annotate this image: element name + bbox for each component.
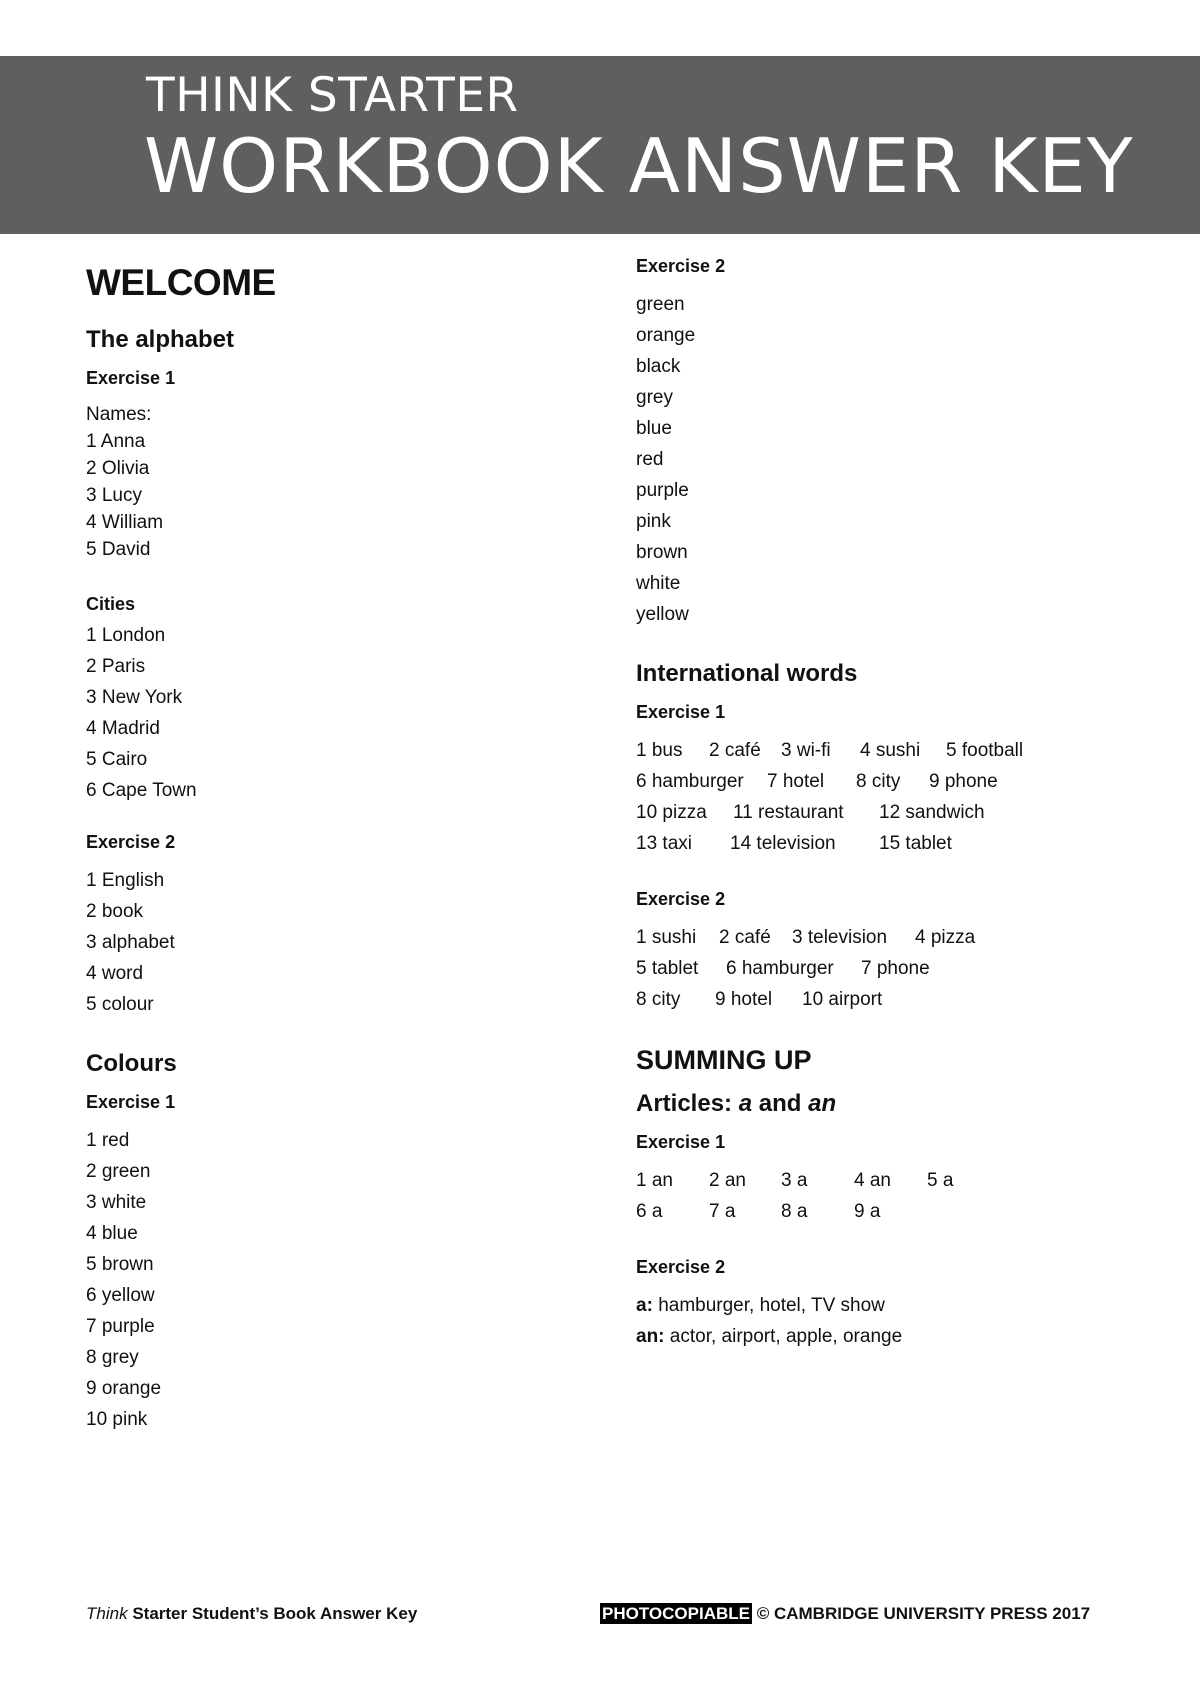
answer-item: 6 hamburger xyxy=(726,958,834,979)
exercise-label: Exercise 1 xyxy=(636,702,726,722)
list-item: pink xyxy=(636,511,671,532)
list-item: brown xyxy=(636,542,688,563)
left-column xyxy=(86,262,606,1435)
list-item: 2 Paris xyxy=(86,656,146,677)
footer-series-name: Think xyxy=(86,1604,128,1623)
list-item: 5 brown xyxy=(86,1254,154,1275)
list-item: 2 green xyxy=(86,1161,151,1182)
list-item: black xyxy=(636,356,681,377)
unit-title-summing-up: SUMMING UP xyxy=(636,1045,812,1075)
list-item: 4 William xyxy=(86,512,164,533)
header-title: WORKBOOK ANSWER KEY xyxy=(144,122,1134,210)
answer-item: 9 a xyxy=(854,1201,881,1222)
answer-item: 6 a xyxy=(636,1201,663,1222)
answer-item: 6 hamburger xyxy=(636,771,744,792)
answer-row xyxy=(636,1165,1176,1196)
list-item: 5 Cairo xyxy=(86,749,148,770)
list-item: white xyxy=(636,573,681,594)
list-item: 3 alphabet xyxy=(86,932,175,953)
footer-book-name: Starter Student’s Book Answer Key xyxy=(132,1604,418,1623)
footer-left xyxy=(86,1604,417,1624)
answer-item: 11 restaurant xyxy=(733,802,844,823)
list-item: yellow xyxy=(636,604,689,625)
list-item: 2 Olivia xyxy=(86,458,150,479)
answer-item: 1 sushi xyxy=(636,927,697,948)
answer-row xyxy=(636,922,1176,953)
cities-label: Cities xyxy=(86,594,136,614)
exercise-label: Exercise 1 xyxy=(86,368,176,388)
international-ex2-grid xyxy=(636,922,1176,1015)
list-item: 3 white xyxy=(86,1192,147,1213)
list-item: 7 purple xyxy=(86,1316,155,1337)
list-item: 1 English xyxy=(86,870,165,891)
list-item xyxy=(636,1321,1176,1352)
answer-row xyxy=(636,797,1176,828)
list-item: 1 red xyxy=(86,1130,130,1151)
list-item: grey xyxy=(636,387,673,408)
section-title-colours: Colours xyxy=(86,1050,177,1077)
list-item: 5 David xyxy=(86,539,151,560)
list-item: 9 orange xyxy=(86,1378,162,1399)
alphabet-ex2-list xyxy=(86,865,606,1020)
answer-item: 2 café xyxy=(709,740,761,761)
answer-item: 5 football xyxy=(946,740,1024,761)
answer-row xyxy=(636,1196,1176,1227)
answer-item: 10 pizza xyxy=(636,802,707,823)
articles-ex2-list xyxy=(636,1290,1176,1352)
list-item: 4 word xyxy=(86,963,144,984)
colours-ex1-list xyxy=(86,1125,606,1435)
header-banner xyxy=(0,56,1200,234)
answer-item: 1 bus xyxy=(636,740,683,761)
list-item xyxy=(636,1290,1176,1321)
list-item: 3 New York xyxy=(86,687,183,708)
list-item: orange xyxy=(636,325,696,346)
answer-item: 5 a xyxy=(927,1170,954,1191)
names-list xyxy=(86,401,606,563)
international-ex1-grid xyxy=(636,735,1176,859)
answer-item: 4 an xyxy=(854,1170,891,1191)
articles-ex1-grid xyxy=(636,1165,1176,1227)
answer-row xyxy=(636,953,1176,984)
names-label: Names: xyxy=(86,404,152,425)
list-item: 2 book xyxy=(86,901,144,922)
answer-key: a: xyxy=(636,1295,653,1316)
exercise-label: Exercise 2 xyxy=(636,889,726,909)
answer-item: 8 city xyxy=(636,989,681,1010)
answer-row xyxy=(636,984,1176,1015)
list-item: 5 colour xyxy=(86,994,154,1015)
answer-item: 8 a xyxy=(781,1201,808,1222)
list-item: 3 Lucy xyxy=(86,485,142,506)
answer-item: 7 a xyxy=(709,1201,736,1222)
answer-item: 9 hotel xyxy=(715,989,773,1010)
cities-list xyxy=(86,589,606,806)
list-item: 6 Cape Town xyxy=(86,780,197,801)
articles-a: a xyxy=(738,1090,753,1117)
exercise-label: Exercise 1 xyxy=(636,1132,726,1152)
unit-title: WELCOME xyxy=(86,262,276,303)
answer-item: 4 pizza xyxy=(915,927,976,948)
list-item: green xyxy=(636,294,685,315)
list-item: 6 yellow xyxy=(86,1285,155,1306)
copyright-text: © CAMBRIDGE UNIVERSITY PRESS 2017 xyxy=(756,1604,1091,1623)
section-title-alphabet: The alphabet xyxy=(86,326,235,353)
answer-key: an: xyxy=(636,1326,665,1347)
exercise-label: Exercise 2 xyxy=(636,1257,726,1277)
list-item: purple xyxy=(636,480,689,501)
list-item: red xyxy=(636,449,664,470)
list-item: 4 blue xyxy=(86,1223,138,1244)
answer-text: actor, airport, apple, orange xyxy=(669,1326,903,1347)
answer-item: 14 television xyxy=(730,833,836,854)
footer-right xyxy=(600,1604,1090,1624)
list-item: 1 London xyxy=(86,625,166,646)
answer-item: 9 phone xyxy=(929,771,998,792)
answer-item: 2 café xyxy=(719,927,771,948)
answer-item: 8 city xyxy=(856,771,901,792)
list-item: 1 Anna xyxy=(86,431,146,452)
list-item: 8 grey xyxy=(86,1347,139,1368)
answer-item: 1 an xyxy=(636,1170,673,1191)
answer-item: 7 phone xyxy=(861,958,930,979)
section-title-articles xyxy=(636,1090,1176,1118)
list-item: 10 pink xyxy=(86,1409,148,1430)
answer-item: 3 television xyxy=(792,927,888,948)
right-column xyxy=(636,256,1176,1352)
section-title-international: International words xyxy=(636,660,858,687)
answer-item: 13 taxi xyxy=(636,833,692,854)
answer-text: hamburger, hotel, TV show xyxy=(658,1295,885,1316)
colours-ex2-list xyxy=(636,289,1176,630)
header-subtitle: THINK STARTER xyxy=(146,68,519,123)
answer-item: 10 airport xyxy=(802,989,883,1010)
articles-and: and xyxy=(758,1090,802,1117)
answer-item: 3 a xyxy=(781,1170,808,1191)
exercise-label: Exercise 1 xyxy=(86,1092,176,1112)
list-item: 4 Madrid xyxy=(86,718,160,739)
answer-item: 15 tablet xyxy=(879,833,952,854)
answer-item: 4 sushi xyxy=(860,740,921,761)
answer-item: 3 wi-fi xyxy=(781,740,831,761)
answer-row xyxy=(636,828,1176,859)
answer-item: 7 hotel xyxy=(767,771,825,792)
list-item: blue xyxy=(636,418,672,439)
photocopiable-badge: PHOTOCOPIABLE xyxy=(602,1604,750,1623)
answer-item: 2 an xyxy=(709,1170,746,1191)
answer-item: 5 tablet xyxy=(636,958,699,979)
exercise-label: Exercise 2 xyxy=(86,832,176,852)
articles-prefix: Articles: xyxy=(636,1090,733,1117)
articles-an: an xyxy=(808,1090,837,1117)
answer-row xyxy=(636,735,1176,766)
answer-row xyxy=(636,766,1176,797)
answer-item: 12 sandwich xyxy=(879,802,985,823)
exercise-label: Exercise 2 xyxy=(636,256,726,276)
